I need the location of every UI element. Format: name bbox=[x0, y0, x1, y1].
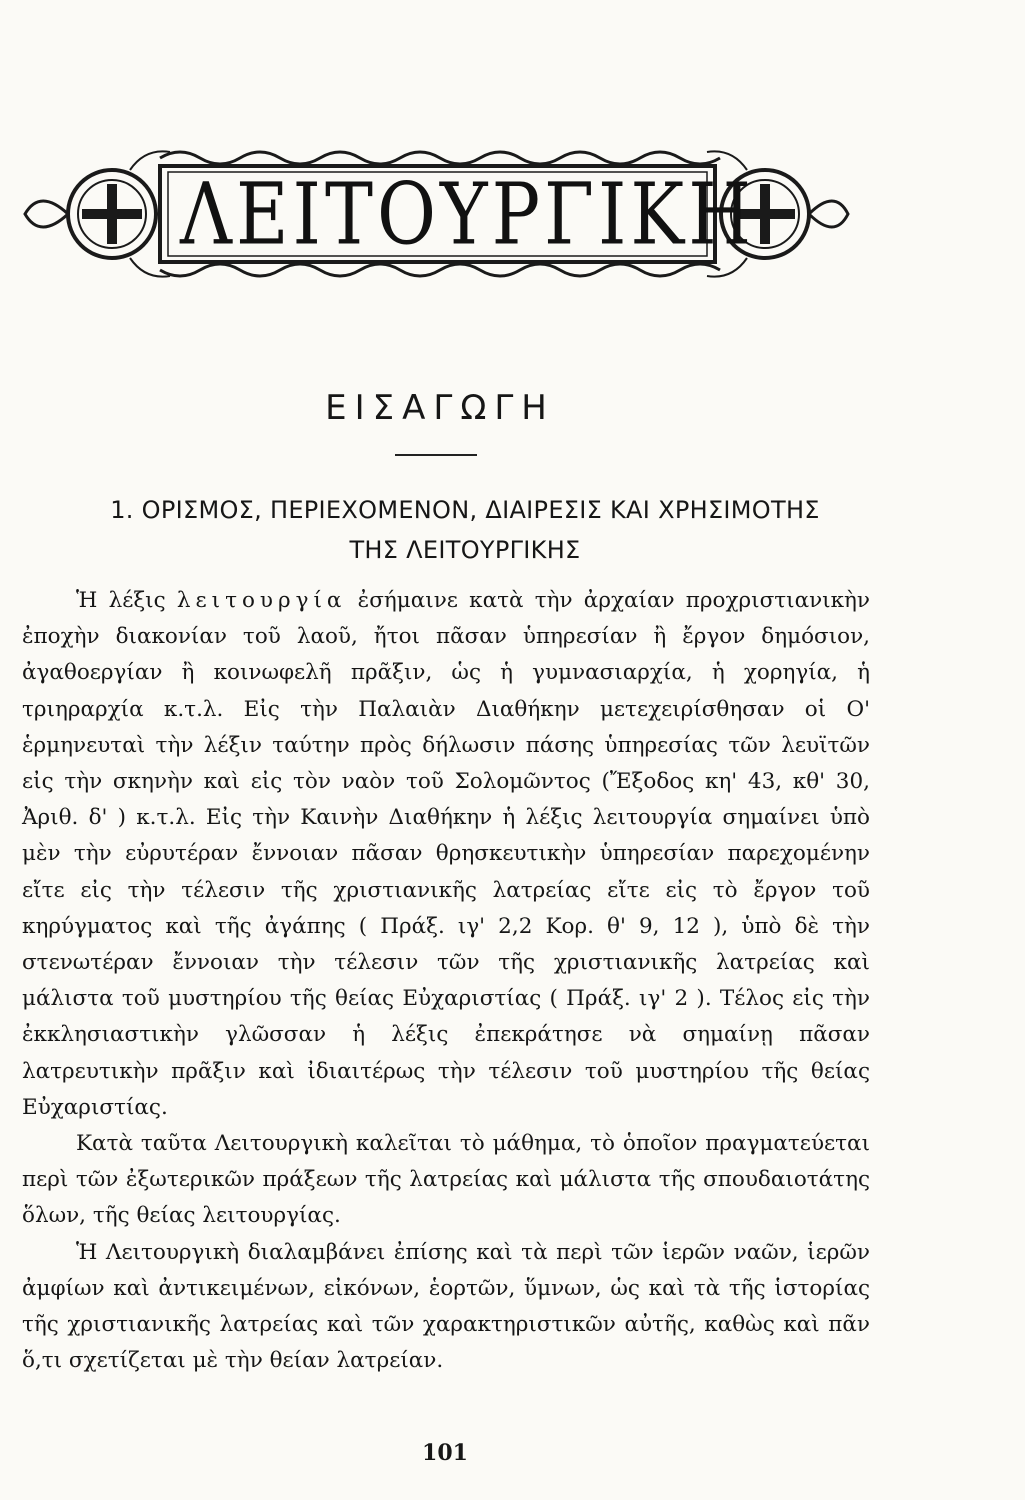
paragraph: Κατὰ ταῦτα Λειτουργικὴ καλεῖται τὸ μάθημα, τὸ ὁποῖον πραγματεύεται περὶ τῶν ἐξωτερικῶν πράξεων τῆς λατρείας καὶ μάλιστα τῆς σπουδαιοτάτης ὅλων, τῆς θείας λειτουργίας. bbox=[22, 1131, 870, 1229]
section-title: ΕΙΣΑΓΩΓΗ bbox=[325, 388, 555, 428]
body-text bbox=[22, 583, 870, 1379]
paragraph-text: ἐσήμαινε κατὰ τὴν ἀρχαίαν προχριστιανικὴν ἐποχὴν διακονίαν τοῦ λαοῦ, ἤτοι πᾶσαν ὑπηρεσίαν ἢ ἔργον δημόσιον, ἀγαθοεργίαν ἢ κοινωφελῆ πρᾶξιν, ὡς ἡ γυμνασιαρχία, ἡ χορηγία, ἡ τριηραρχία κ.τ.λ. Εἰς τὴν Παλαιὰν Διαθήκην μετεχειρίσθησαν οἱ Ο' ἑρμηνευταὶ τὴν λέξιν ταύτην πρὸς δήλωσιν πάσης ὑπηρεσίας τῶν λευϊτῶν εἰς τὴν σκηνὴν καὶ εἰς τὸν ναὸν τοῦ Σολομῶντος (Ἔξοδος κη' 43, κθ' 30, Ἀριθ. δ' ) κ.τ.λ. Εἰς τὴν Καινὴν Διαθήκην ἡ λέξις λειτουργία σημαίνει ὑπὸ μὲν τὴν εὐρυτέραν ἔννοιαν πᾶσαν θρησκευτικὴν ὑπηρεσίαν παρεχομένην εἴτε εἰς τὴν τέλεσιν τῆς χριστιανικῆς λατρείας εἴτε εἰς τὸ ἔργον τοῦ κηρύγματος καὶ τῆς ἀγάπης ( Πράξ. ιγ' 2,2 Κορ. θ' 9, 12 ), ὑπὸ δὲ τὴν στενωτέραν ἔννοιαν τὴν τέλεσιν τῶν τῆς χριστιανικῆς λατρείας καὶ μάλιστα τοῦ μυστηρίου τῆς θείας Εὐχαριστίας ( Πράξ. ιγ' 2 ). Τέλος εἰς τὴν ἐκκλησιαστικὴν γλῶσσαν ἡ λέξις ἐπεκράτησε νὰ σημαίνῃ πᾶσαν λατρευτικὴν πρᾶξιν καὶ ἰδιαιτέρως τὴν τέλεσιν τοῦ μυστηρίου τῆς θείας Εὐχαριστίας. bbox=[22, 588, 870, 1120]
banner-title: ΛΕΙΤΟΥΡΓΙΚΗ bbox=[180, 164, 755, 264]
paragraph: Ἡ Λειτουργικὴ διαλαμβάνει ἐπίσης καὶ τὰ περὶ τῶν ἱερῶν ναῶν, ἱερῶν ἀμφίων καὶ ἀντικειμένων, εἰκόνων, ἑορτῶν, ὕμνων, ὡς καὶ τὰ τῆς ἱστορίας τῆς χριστιανικῆς λατρείας καὶ τῶν χαρακτηριστικῶν αὐτῆς, καθὼς καὶ πᾶν ὅ,τι σχετίζεται μὲ τὴν θείαν λατρείαν. bbox=[22, 1239, 870, 1374]
emphasized-term: λειτουργία bbox=[176, 588, 347, 613]
paragraph bbox=[22, 583, 870, 1126]
paragraph-lead: Ἡ λέξις bbox=[76, 588, 166, 613]
chapter-heading bbox=[55, 490, 875, 570]
section-divider bbox=[395, 454, 477, 456]
chapter-heading-line-2: ΤΗΣ ΛΕΙΤΟΥΡΓΙΚΗΣ bbox=[349, 536, 581, 564]
chapter-heading-line-1: 1. ΟΡΙΣΜΟΣ, ΠΕΡΙΕΧΟΜΕΝΟΝ, ΔΙΑΙΡΕΣΙΣ ΚΑΙ ΧΡΗΣΙΜΟΤΗΣ bbox=[110, 496, 820, 524]
page-number: 101 bbox=[422, 1440, 468, 1466]
ornamental-banner bbox=[20, 118, 850, 310]
